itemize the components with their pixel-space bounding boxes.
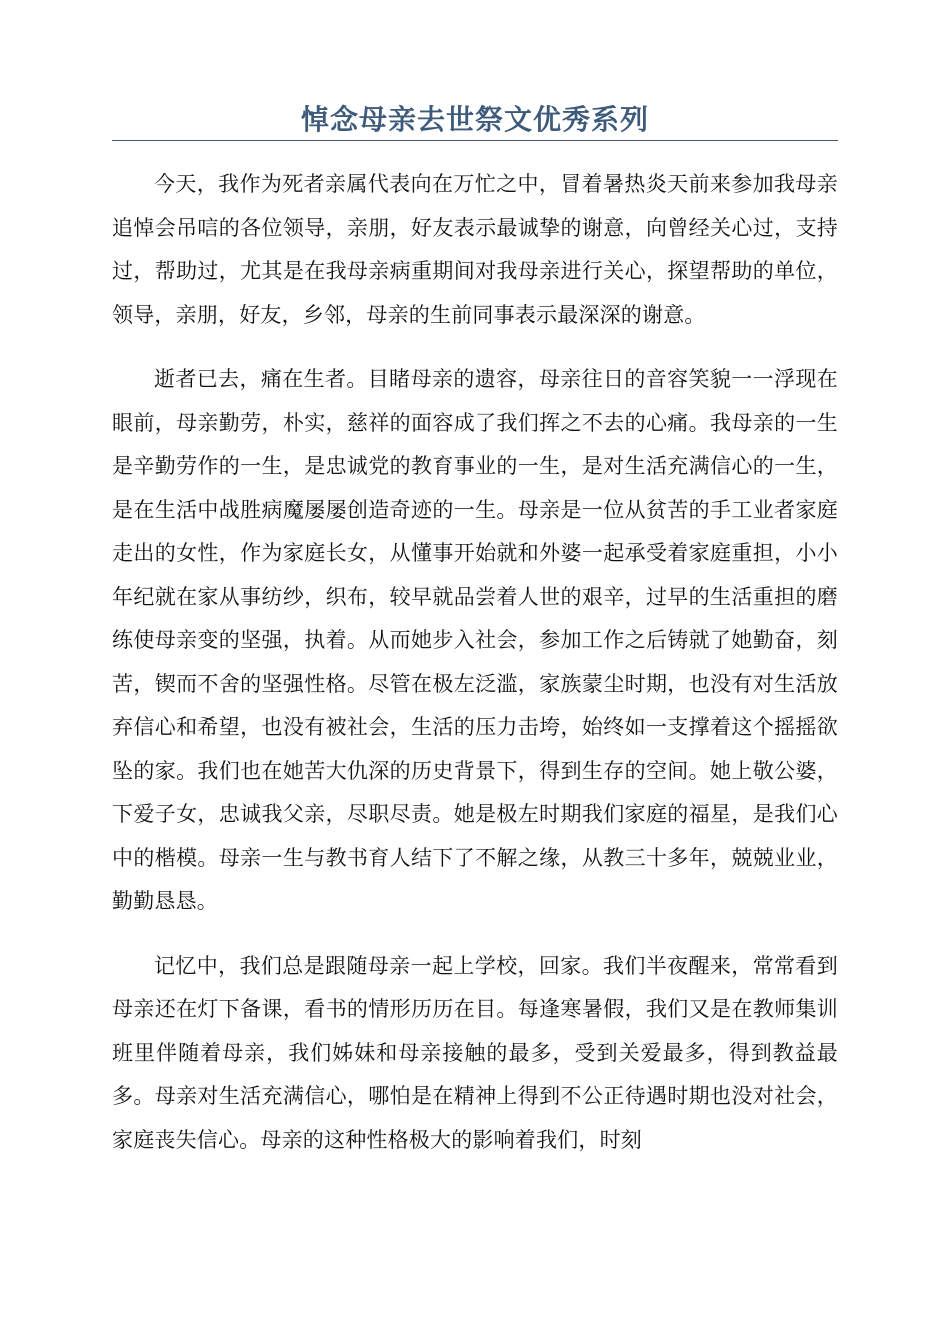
- title-underline: [112, 140, 838, 141]
- document-page: [112, 100, 838, 1183]
- document-title: 悼念母亲去世祭文优秀系列: [300, 103, 649, 136]
- paragraph-3: 记忆中，我们总是跟随母亲一起上学校，回家。我们半夜醒来，常常看到母亲还在灯下备课，看书的情形历历在目。每逢寒暑假，我们又是在教师集训班里伴随着母亲，我们姊妹和母亲接触的最多，受到关爱最多，得到教益最多。母亲对生活充满信心，哪怕是在精神上得到不公正待遇时期也没对社会，家庭丧失信心。母亲的这种性格极大的影响着我们，时刻: [112, 953, 838, 1152]
- paragraph-2: 逝者已去，痛在生者。目睹母亲的遗容，母亲往日的音容笑貌一一浮现在眼前，母亲勤劳，朴实，慈祥的面容成了我们挥之不去的心痛。我母亲的一生是辛勤劳作的一生，是忠诚党的教育事业的一生，是对生活充满信心的一生，是在生活中战胜病魔屡屡创造奇迹的一生。母亲是一位从贫苦的手工业者家庭走出的女性，作为家庭长女，从懂事开始就和外婆一起承受着家庭重担，小小年纪就在家从事纺纱，织布，较早就品尝着人世的艰辛，过早的生活重担的磨练使母亲变的坚强，执着。从而她步入社会，参加工作之后铸就了她勤奋，刻苦，锲而不舍的坚强性格。尽管在极左泛滥，家族蒙尘时期，也没有对生活放弃信心和希望，也没有被社会，生活的压力击垮，始终如一支撑着这个摇摇欲坠的家。我们也在她苦大仇深的历史背景下，得到生存的空间。她上敬公婆，下爱子女，忠诚我父亲，尽职尽责。她是极左时期我们家庭的福星，是我们心中的楷模。母亲一生与教书育人结下了不解之缘，从教三十多年，兢兢业业，勤勤恳恳。: [112, 367, 838, 913]
- paragraph-1: 今天，我作为死者亲属代表向在万忙之中，冒着暑热炎天前来参加我母亲追悼会吊唁的各位领导，亲朋，好友表示最诚挚的谢意，向曾经关心过，支持过，帮助过，尤其是在我母亲病重期间对我母亲进行关心，探望帮助的单位，领导，亲朋，好友，乡邻，母亲的生前同事表示最深深的谢意。: [112, 172, 838, 327]
